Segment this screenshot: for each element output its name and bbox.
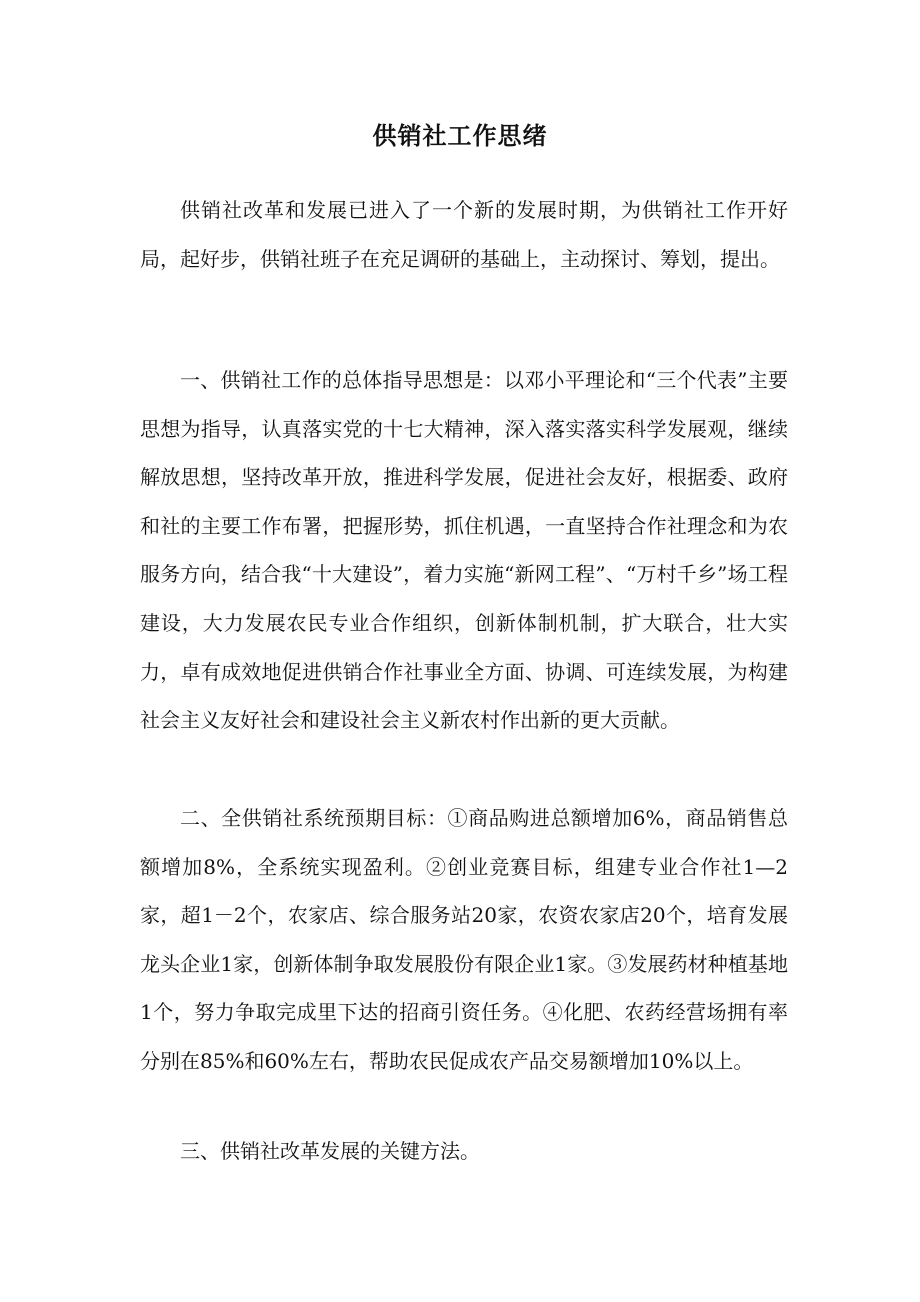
paragraph-expected-targets: 二、全供销社系统预期目标：①商品购进总额增加6%，商品销售总额增加8%，全系统实现盈利。②创业竞赛目标，组建专业合作社1—2家，超1－2个，农家店、综合服务站20家，农资农家店20个，培育发展龙头企业1家，创新体制争取发展股份有限企业1家。③发展药材种植基地1个，努力争取完成里下达的招商引资任务。④化肥、农药经营场拥有率分别在85%和60%左右，帮助农民促成农产品交易额增加10%以上。 — [140, 806, 788, 1073]
paragraph-guiding-ideology: 一、供销社工作的总体指导思想是：以邓小平理论和“三个代表”主要思想为指导，认真落实党的十七大精神，深入落实落实科学发展观，继续解放思想，坚持改革开放，推进科学发展，促进社会友好，根据委、政府和社的主要工作布署，把握形势，抓住机遇，一直坚持合作社理念和为农服务方向，结合我“十大建设”，着力实施“新网工程”、“万村千乡”场工程建设，大力发展农民专业合作组织，创新体制机制，扩大联合，壮大实力，卓有成效地促进供销合作社事业全方面、协调、可连续发展，为构建社会主义友好社会和建设社会主义新农村作出新的更大贡献。 — [140, 368, 788, 733]
paragraph-key-methods: 三、供销社改革发展的关键方法。 — [180, 1139, 480, 1163]
document-title: 供销社工作思绪 — [372, 121, 548, 150]
paragraph-intro: 供销社改革和发展已进入了一个新的发展时期，为供销社工作开好局，起好步，供销社班子在充足调研的基础上，主动探讨、筹划，提出。 — [140, 198, 788, 271]
